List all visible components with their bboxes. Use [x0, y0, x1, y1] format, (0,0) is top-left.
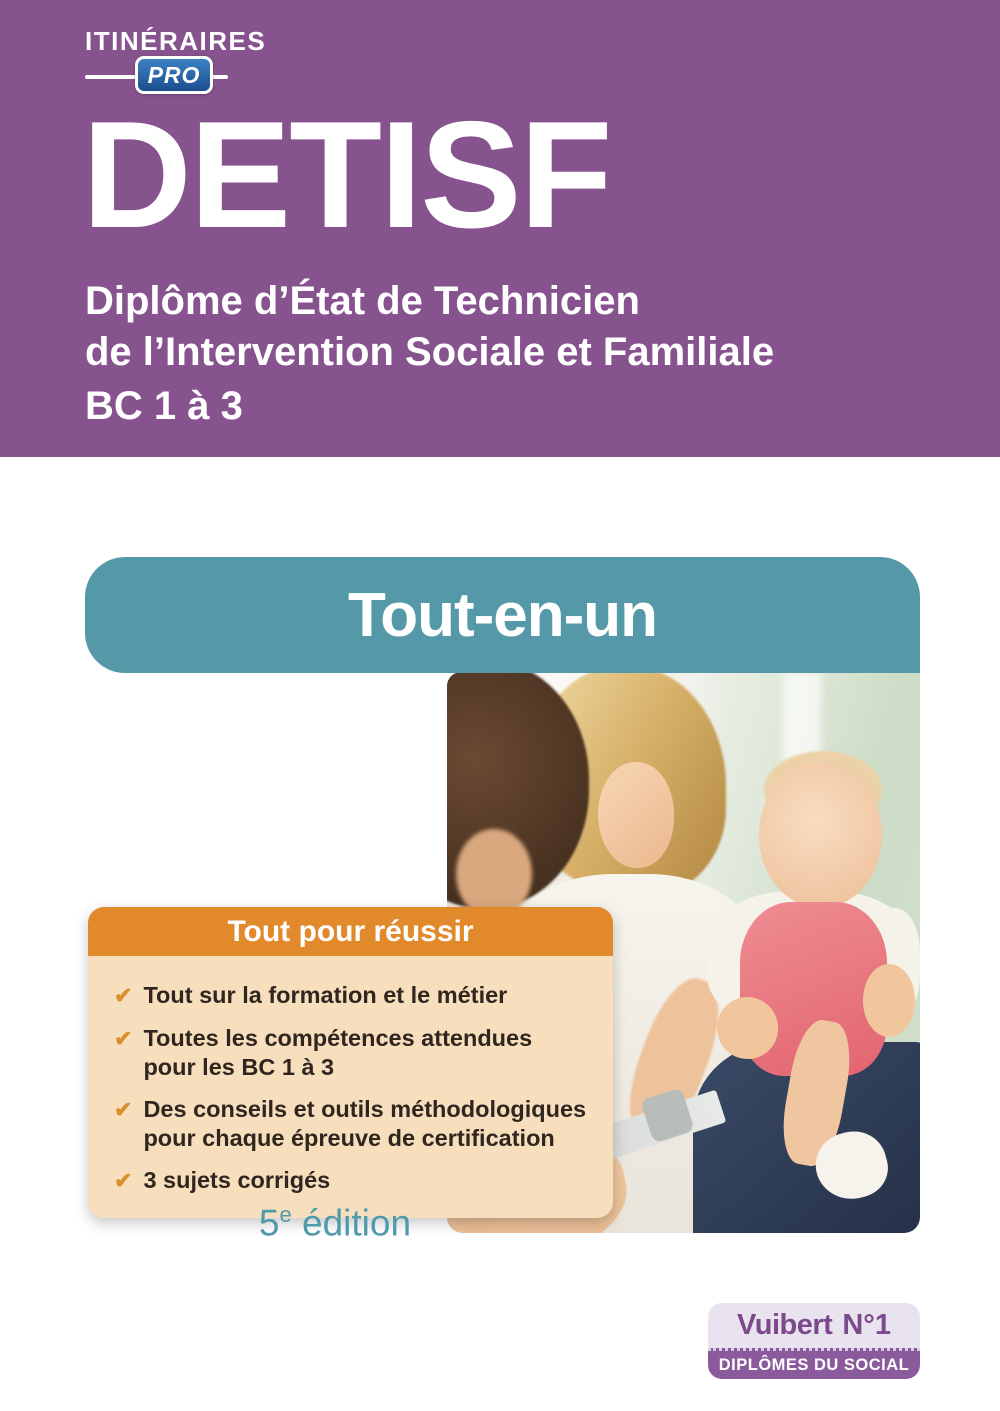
- feature-item: [114, 1095, 589, 1153]
- series-name: ITINÉRAIRES: [85, 26, 267, 56]
- features-list: [114, 981, 589, 1196]
- cover-header: [0, 0, 1000, 457]
- tout-en-un-banner: [85, 557, 920, 673]
- title-subtitle: BC 1 à 3: [85, 384, 243, 428]
- feature-item-text: Toutes les compétences attendues pour les BC 1 à 3: [143, 1024, 533, 1080]
- feature-item-text: 3 sujets corrigés: [143, 1167, 331, 1194]
- publisher-rank: N°1: [842, 1309, 891, 1341]
- check-icon: ✔: [114, 1096, 133, 1122]
- feature-item: [114, 1024, 589, 1082]
- feature-item-text: Des conseils et outils méthodologiques pour chaque épreuve de certification: [143, 1095, 587, 1152]
- title-line1: Diplôme d’État de Technicien: [85, 279, 640, 323]
- title-line2: de l’Intervention Sociale et Familiale: [85, 329, 775, 374]
- feature-item-text: Tout sur la formation et le métier: [143, 982, 508, 1008]
- banner-label: Tout-en-un: [347, 580, 658, 650]
- publisher-tagline: DIPLÔMES DU SOCIAL: [708, 1348, 920, 1379]
- photo-mother-face: [598, 762, 674, 869]
- features-title: Tout pour réussir: [88, 907, 613, 956]
- itineraires-pro-logo: [85, 26, 267, 99]
- check-icon: ✔: [114, 1168, 133, 1194]
- title-acronym: DETISF: [82, 90, 611, 260]
- vuibert-badge: [708, 1303, 920, 1379]
- photo-baby-head: [759, 762, 882, 908]
- features-box: [88, 907, 613, 1218]
- check-icon: ✔: [114, 983, 133, 1008]
- feature-item: [114, 981, 589, 1011]
- edition-label: [85, 1202, 585, 1244]
- edition-number: 5: [258, 1202, 280, 1244]
- feature-item: [114, 1166, 589, 1196]
- check-icon: ✔: [114, 1025, 133, 1051]
- photo-mother-hand-right: [863, 964, 915, 1037]
- title-full: [85, 276, 774, 378]
- photo-caregiver-face: [456, 829, 532, 919]
- pro-badge: PRO: [135, 56, 213, 94]
- features-body: [88, 956, 613, 1218]
- publisher-name: Vuibert: [737, 1309, 833, 1341]
- edition-word: édition: [291, 1202, 412, 1244]
- edition-suffix: e: [279, 1202, 292, 1227]
- vuibert-badge-top: [708, 1303, 920, 1348]
